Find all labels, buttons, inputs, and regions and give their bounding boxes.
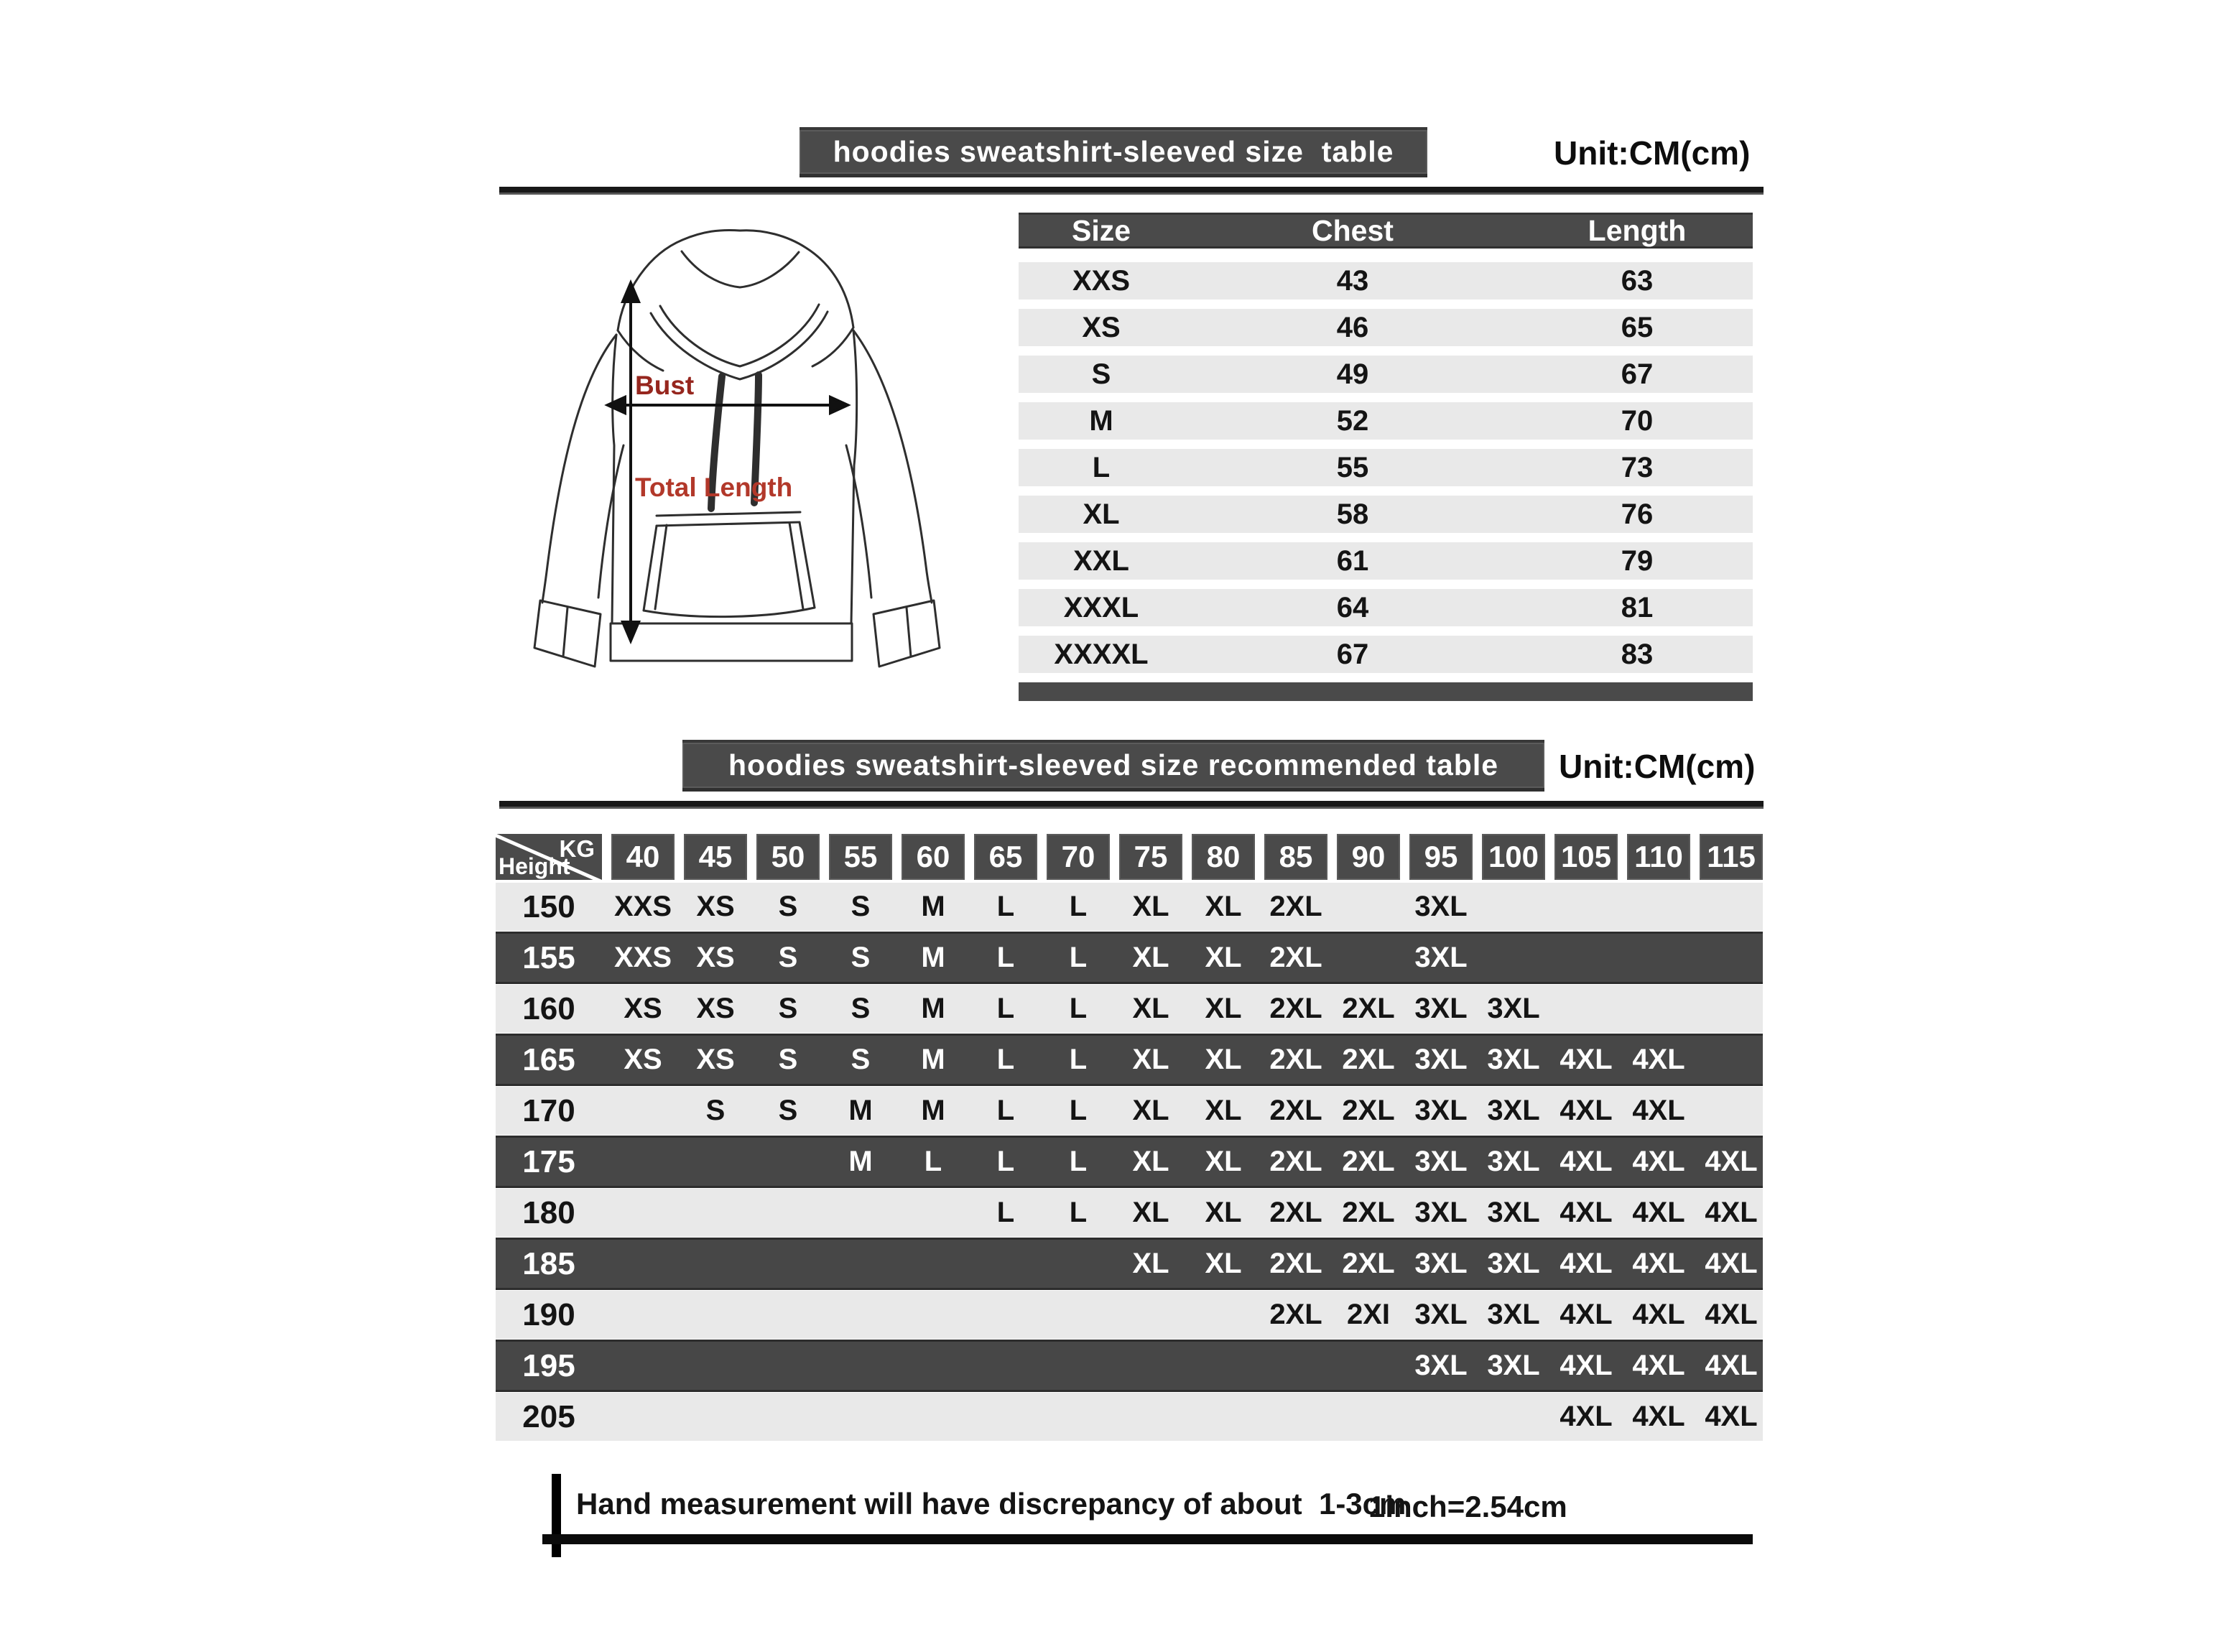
size-recommendation: M — [921, 1095, 945, 1126]
left-sleeve-seam — [598, 445, 624, 598]
size-column-header: Size — [1071, 213, 1131, 247]
chest-value: 67 — [1336, 638, 1369, 670]
length-value: 67 — [1621, 358, 1654, 390]
size-recommendation: L — [1069, 891, 1088, 922]
hood-inner-panel — [682, 251, 799, 287]
size-recommendation: 2XI — [1346, 1299, 1391, 1330]
size-recommendation: L — [996, 942, 1015, 973]
hood-left-drape — [618, 330, 663, 371]
size-recommendation: 2XL — [1342, 1197, 1395, 1228]
size-recommendation: 4XL — [1632, 1197, 1685, 1228]
size-recommendation: XXS — [613, 891, 672, 922]
recommend-table-title: hoodies sweatshirt-sleeved size recommended table — [728, 748, 1499, 781]
kg-height-corner-cell — [496, 834, 602, 880]
length-value: 65 — [1621, 311, 1654, 343]
size-recommendation: 4XL — [1560, 1248, 1613, 1279]
chest-column-header: Chest — [1312, 213, 1394, 247]
left-sleeve-outer — [542, 335, 616, 603]
recommend-table-row — [496, 985, 1763, 1033]
measurement-note: Hand measurement will have discrepancy of about 1-3cm — [576, 1487, 1407, 1521]
hood-right-drape — [812, 328, 853, 366]
size-recommendation: XL — [1205, 1095, 1242, 1126]
size-recommendation: 3XL — [1414, 1044, 1468, 1075]
size-recommendation: XS — [624, 993, 662, 1024]
size-recommendation: 4XL — [1632, 1299, 1685, 1330]
size-recommendation: 2XL — [1269, 1197, 1322, 1228]
size-recommendation: XXS — [613, 942, 672, 973]
size-recommendation: 4XL — [1705, 1197, 1758, 1228]
size-recommendation: 3XL — [1414, 1350, 1468, 1381]
recommend-table-row — [496, 1087, 1763, 1135]
weight-column-header: 75 — [1119, 834, 1182, 880]
divider-line-bottom — [499, 801, 1764, 809]
size-table-header — [1019, 213, 1753, 249]
size-recommendation: 4XL — [1632, 1350, 1685, 1381]
size-recommendation: 3XL — [1487, 1350, 1540, 1381]
size-recommendation: XL — [1132, 942, 1169, 973]
length-value: 63 — [1621, 264, 1654, 297]
recommend-table-row — [496, 1036, 1763, 1084]
weight-header-cells — [611, 834, 1763, 880]
size-table-row — [1019, 262, 1753, 300]
length-value: 73 — [1621, 451, 1654, 483]
size-value: XS — [1082, 311, 1121, 343]
size-recommendation: 3XL — [1414, 1248, 1468, 1279]
size-value: S — [1091, 358, 1111, 390]
size-recommendation: XL — [1132, 1146, 1169, 1177]
unit-label-bottom: Unit:CM(cm) — [1559, 748, 1756, 785]
weight-column-header: 50 — [756, 834, 820, 880]
recommend-table-row — [496, 1189, 1763, 1237]
total-length-arrowhead-top — [623, 283, 639, 302]
size-recommendation: XL — [1205, 1044, 1242, 1075]
size-table-row — [1019, 589, 1753, 626]
size-recommendation: 2XL — [1269, 1248, 1322, 1279]
recommend-table-row — [496, 883, 1763, 931]
right-cuff-rib — [907, 608, 911, 656]
size-value: XXXL — [1063, 591, 1139, 623]
length-column-header: Length — [1588, 213, 1687, 247]
weight-column-header: 55 — [829, 834, 892, 880]
weight-column-header: 90 — [1337, 834, 1400, 880]
size-recommendation: 2XL — [1269, 1299, 1322, 1330]
size-recommendation: 2XL — [1269, 942, 1322, 973]
recommend-table-row — [496, 1291, 1763, 1339]
weight-column-header: 65 — [974, 834, 1037, 880]
chest-value: 58 — [1336, 498, 1369, 530]
size-recommendation: XS — [696, 891, 735, 922]
size-recommendation: 4XL — [1560, 1197, 1613, 1228]
size-recommendation: 2XL — [1269, 993, 1322, 1024]
size-recommendation: 3XL — [1487, 1146, 1540, 1177]
size-value: XXS — [1072, 264, 1131, 297]
size-recommendation: L — [1069, 1197, 1088, 1228]
size-recommendation: 2XL — [1269, 1044, 1322, 1075]
size-recommendation: 4XL — [1560, 1401, 1613, 1432]
right-sleeve-seam — [846, 445, 871, 598]
size-recommendation: XS — [696, 1044, 735, 1075]
chest-value: 43 — [1336, 264, 1369, 297]
size-recommendation: 4XL — [1632, 1248, 1685, 1279]
size-table-row — [1019, 542, 1753, 580]
size-recommendation: S — [851, 891, 871, 922]
size-recommendation: XL — [1205, 1248, 1242, 1279]
size-recommendation: XL — [1132, 1095, 1169, 1126]
hoodie-measurement-diagram — [503, 207, 977, 710]
size-recommendation: M — [848, 1095, 873, 1126]
size-recommendation: L — [996, 891, 1015, 922]
size-recommendation: L — [996, 993, 1015, 1024]
size-recommendation: 4XL — [1705, 1299, 1758, 1330]
chest-value: 55 — [1336, 451, 1369, 483]
inch-conversion-note: 1inch=2.54cm — [1368, 1490, 1567, 1523]
size-table-row — [1019, 496, 1753, 533]
size-recommendation: 3XL — [1414, 1197, 1468, 1228]
size-recommendation: 4XL — [1705, 1350, 1758, 1381]
recommend-table-header — [496, 834, 1763, 880]
height-label: 165 — [522, 1041, 575, 1077]
size-recommendation: S — [851, 1044, 871, 1075]
size-recommendation: 3XL — [1414, 942, 1468, 973]
bust-arrowhead-left — [608, 397, 625, 413]
size-recommendation: S — [778, 942, 798, 973]
weight-column-header: 45 — [684, 834, 747, 880]
size-recommendation: M — [921, 942, 945, 973]
height-label: 155 — [522, 939, 575, 975]
size-recommendation: M — [921, 891, 945, 922]
recommend-table-row — [496, 1138, 1763, 1186]
size-recommendation: 2XL — [1342, 1044, 1395, 1075]
size-recommendation: 3XL — [1414, 1146, 1468, 1177]
size-table-row — [1019, 356, 1753, 393]
height-label: 160 — [522, 990, 575, 1026]
size-recommendation: 3XL — [1487, 1095, 1540, 1126]
chest-value: 52 — [1336, 404, 1369, 437]
size-recommendation: XS — [696, 993, 735, 1024]
size-table-title-bar — [800, 127, 1427, 177]
recommend-table-row — [496, 934, 1763, 982]
weight-column-header: 110 — [1627, 834, 1690, 880]
total-length-arrowhead-bottom — [623, 622, 639, 641]
size-recommendation: 2XL — [1342, 1146, 1395, 1177]
footer-line — [542, 1534, 1753, 1544]
height-label: 195 — [522, 1347, 575, 1383]
size-value: XL — [1083, 498, 1120, 530]
hood-opening — [651, 312, 828, 379]
size-recommendation: 3XL — [1487, 1248, 1540, 1279]
size-recommendation: L — [996, 1197, 1015, 1228]
size-recommendation: 2XL — [1269, 1146, 1322, 1177]
length-value: 83 — [1621, 638, 1654, 670]
size-recommendation: 4XL — [1560, 1044, 1613, 1075]
weight-column-header: 40 — [611, 834, 675, 880]
size-recommendation: 4XL — [1705, 1146, 1758, 1177]
unit-label-top: Unit:CM(cm) — [1554, 134, 1751, 172]
size-recommendation: 3XL — [1414, 993, 1468, 1024]
chest-value: 61 — [1336, 544, 1369, 577]
size-recommendation: 4XL — [1560, 1350, 1613, 1381]
chest-value: 46 — [1336, 311, 1369, 343]
footer-accent-bar — [552, 1474, 561, 1557]
pocket-left-edge — [644, 526, 657, 611]
size-table-title: hoodies sweatshirt-sleeved size table — [833, 135, 1394, 168]
weight-column-header: 95 — [1409, 834, 1473, 880]
size-recommendation: 3XL — [1414, 891, 1468, 922]
size-recommendation: 4XL — [1705, 1248, 1758, 1279]
length-value: 70 — [1621, 404, 1654, 437]
size-recommendation: L — [1069, 942, 1088, 973]
size-recommendation: 4XL — [1632, 1095, 1685, 1126]
size-recommendation: 4XL — [1560, 1146, 1613, 1177]
weight-column-header: 60 — [902, 834, 965, 880]
size-recommendation: L — [1069, 993, 1088, 1024]
size-recommendation: 3XL — [1487, 1197, 1540, 1228]
size-recommendation: XL — [1132, 1197, 1169, 1228]
size-recommendation: XS — [624, 1044, 662, 1075]
size-recommendation: S — [778, 1095, 798, 1126]
size-recommendation: 3XL — [1487, 1044, 1540, 1075]
size-recommendation: M — [921, 1044, 945, 1075]
size-recommendation: S — [851, 942, 871, 973]
size-table-row — [1019, 309, 1753, 346]
divider-line-top — [499, 187, 1764, 195]
height-axis-label: Height — [499, 853, 570, 879]
size-recommendation: XL — [1205, 942, 1242, 973]
size-recommendation: S — [778, 993, 798, 1024]
size-recommendation: 4XL — [1632, 1401, 1685, 1432]
total-length-label: Total Length — [635, 473, 793, 502]
size-recommendation: 2XL — [1342, 993, 1395, 1024]
pocket-left-hem — [655, 525, 667, 609]
height-label: 180 — [522, 1194, 575, 1230]
bust-arrowhead-right — [830, 397, 848, 413]
height-label: 170 — [522, 1092, 575, 1128]
left-cuff-rib — [563, 608, 567, 656]
size-recommendation: 2XL — [1342, 1248, 1395, 1279]
size-recommendation: XL — [1205, 891, 1242, 922]
pocket-top-hem — [657, 512, 800, 526]
weight-column-header: 70 — [1047, 834, 1110, 880]
size-recommendation: 2XL — [1342, 1095, 1395, 1126]
recommend-table-title-bar — [682, 740, 1544, 792]
size-value: L — [1092, 451, 1111, 483]
size-value: M — [1089, 404, 1113, 437]
recommend-table-body — [496, 883, 1763, 1441]
size-recommendation: S — [778, 891, 798, 922]
size-recommendation: 4XL — [1560, 1095, 1613, 1126]
size-recommendation: XL — [1205, 993, 1242, 1024]
size-recommendation: XL — [1205, 1146, 1242, 1177]
size-value: XXL — [1073, 544, 1129, 577]
height-label: 175 — [522, 1143, 575, 1179]
recommend-table-row — [496, 1240, 1763, 1288]
bottom-band — [611, 623, 852, 661]
size-recommendation: 4XL — [1560, 1299, 1613, 1330]
bust-label: Bust — [635, 371, 695, 400]
length-value: 79 — [1621, 544, 1654, 577]
weight-column-header: 100 — [1482, 834, 1545, 880]
size-table-row — [1019, 402, 1753, 440]
size-recommendation: 3XL — [1414, 1095, 1468, 1126]
size-recommendation: L — [996, 1044, 1015, 1075]
size-recommendation: XL — [1132, 993, 1169, 1024]
size-recommendation: S — [705, 1095, 726, 1126]
size-recommendation: XL — [1132, 1044, 1169, 1075]
size-recommendation: L — [924, 1146, 942, 1177]
height-label: 190 — [522, 1296, 575, 1332]
weight-column-header: 115 — [1700, 834, 1763, 880]
recommend-table — [496, 834, 1763, 1444]
size-recommendation: S — [778, 1044, 798, 1075]
length-value: 76 — [1621, 498, 1654, 530]
size-recommendation: 3XL — [1487, 993, 1540, 1024]
pocket-bottom — [644, 608, 815, 617]
size-recommendation: 4XL — [1705, 1401, 1758, 1432]
size-recommendation: L — [1069, 1044, 1088, 1075]
size-recommendation: 4XL — [1632, 1044, 1685, 1075]
hood-opening-inner — [660, 305, 819, 366]
size-recommendation: XL — [1132, 1248, 1169, 1279]
chest-value: 64 — [1336, 591, 1369, 623]
size-recommendation: XS — [696, 942, 735, 973]
kg-axis-label: KG — [559, 835, 595, 862]
size-recommendation: 2XL — [1269, 891, 1322, 922]
weight-column-header: 105 — [1554, 834, 1618, 880]
size-table-row — [1019, 636, 1753, 673]
size-table-body — [1019, 262, 1753, 673]
size-recommendation: L — [1069, 1095, 1088, 1126]
size-recommendation: XL — [1205, 1197, 1242, 1228]
size-table-row — [1019, 449, 1753, 486]
size-recommendation: 3XL — [1487, 1299, 1540, 1330]
recommend-table-row — [496, 1342, 1763, 1390]
size-recommendation: 4XL — [1632, 1146, 1685, 1177]
size-recommendation: M — [848, 1146, 873, 1177]
size-recommendation: L — [996, 1095, 1015, 1126]
size-recommendation: 2XL — [1269, 1095, 1322, 1126]
size-value: XXXXL — [1054, 638, 1149, 670]
right-sleeve-outer — [853, 330, 932, 603]
weight-column-header: 80 — [1192, 834, 1255, 880]
size-recommendation: 3XL — [1414, 1299, 1468, 1330]
height-label: 205 — [522, 1398, 575, 1434]
size-table — [1019, 213, 1753, 701]
size-recommendation: L — [996, 1146, 1015, 1177]
size-recommendation: M — [921, 993, 945, 1024]
size-recommendation: XL — [1132, 891, 1169, 922]
height-label: 185 — [522, 1245, 575, 1281]
weight-column-header: 85 — [1264, 834, 1327, 880]
recommend-table-row — [496, 1393, 1763, 1441]
size-recommendation: L — [1069, 1146, 1088, 1177]
size-recommendation: S — [851, 993, 871, 1024]
height-label: 150 — [522, 888, 575, 924]
length-value: 81 — [1621, 591, 1654, 623]
chest-value: 49 — [1336, 358, 1369, 390]
size-table-bottom-bar — [1019, 682, 1753, 701]
